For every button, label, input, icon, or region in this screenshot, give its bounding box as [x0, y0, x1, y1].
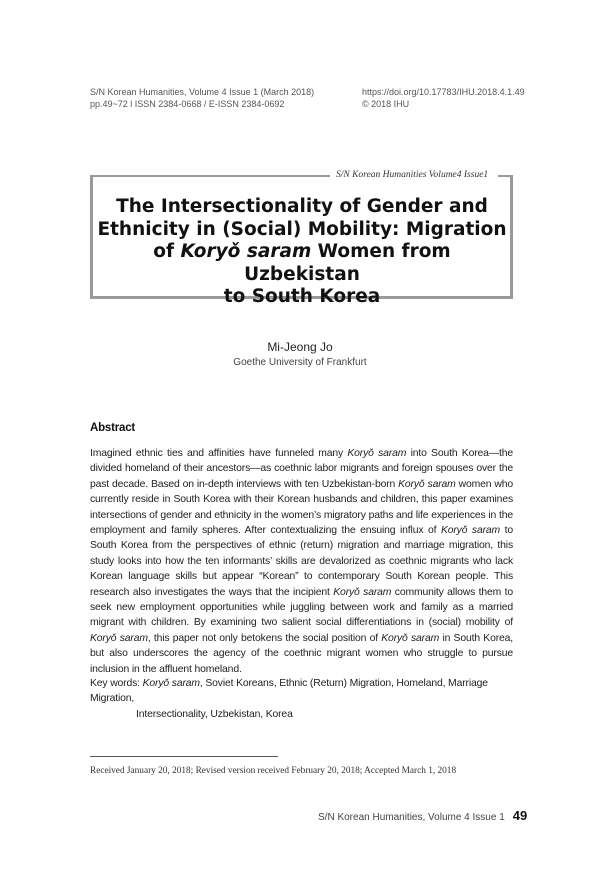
title-line-4: to South Korea	[223, 286, 381, 307]
abstract-body	[90, 446, 513, 677]
keywords-line-2: Intersectionality, Uzbekistan, Korea	[136, 708, 293, 720]
abstract-text-run: community allows them to seek new employment opportunities while juggling between work and family as a married migrant with children. By examining two salient social differentiations in (social) mobility of	[90, 586, 513, 629]
abstract-heading: Abstract	[90, 422, 136, 434]
title-frame-right	[510, 175, 513, 299]
title-line-3-pre: of	[153, 241, 181, 262]
paper-title	[96, 196, 508, 309]
abstract-italic-term: Koryǒ saram	[440, 525, 501, 537]
doi-link[interactable]: https://doi.org/10.17783/IHU.2018.4.1.49	[362, 87, 525, 97]
header-issn: pp.49~72 l ISSN 2384-0668 / E-ISSN 2384-0692	[90, 99, 285, 109]
author-affiliation: Goethe University of Frankfurt	[233, 357, 367, 368]
footnote-rule	[90, 756, 278, 757]
abstract-italic-term: Koryǒ saram	[347, 448, 407, 459]
page-number: 49	[512, 808, 528, 823]
title-frame-top-rule	[90, 175, 330, 177]
title-frame-left	[90, 175, 93, 299]
keywords-italic-term: Koryǒ saram	[142, 678, 200, 689]
abstract-italic-term: Koryǒ saram	[333, 586, 392, 598]
abstract-italic-term: Koryǒ saram	[90, 632, 148, 644]
received-dates-footnote: Received January 20, 2018; Revised version received February 20, 2018; Accepted March 1, 2018	[90, 766, 457, 776]
abstract-text-run: women who currently reside in South Korea with their Korean husbands and children, this paper examines intersections of gender and ethnicity in the women’s migratory paths and life experiences in the employment and family spheres. After contextualizing the ensuing influx of	[90, 478, 513, 537]
title-italic-term: Koryǒ saram	[180, 241, 312, 262]
author-name: Mi-Jeong Jo	[267, 340, 333, 354]
header-journal-issue: S/N Korean Humanities, Volume 4 Issue 1 (March 2018)	[90, 87, 315, 97]
header-citation	[90, 86, 314, 110]
title-line-1: The Intersectionality of Gender and	[116, 196, 488, 217]
abstract-text-run: Imagined ethnic ties and affinities have funneled many	[90, 448, 348, 459]
journal-tag: S/N Korean Humanities Volume4 Issue1	[336, 170, 489, 180]
copyright-notice: © 2018 IHU	[362, 99, 410, 109]
abstract-italic-term: Koryǒ saram	[398, 478, 456, 490]
abstract-italic-term: Koryǒ saram	[381, 632, 440, 644]
footer-journal: S/N Korean Humanities, Volume 4 Issue 1	[318, 812, 505, 823]
abstract-text-run: to South Korea from the perspectives of ethnic (return) migration and marriage migration, this study looks into how the ten informants’ skills are devalorized as coethnic migrants who lack Korean language skills but appear “Korean” to contemporary South Korean people. This research also investigates the ways that the incipient	[90, 525, 514, 598]
abstract-text-run: into South Korea—the divided homeland of their ancestors—as coethnic labor migrants and foreign spouses over the past decade. Based on in-depth interviews with ten Uzbekistan-born	[90, 448, 514, 490]
page-footer	[318, 807, 527, 825]
abstract-text-run: , this paper not only betokens the social position of	[147, 632, 382, 644]
keywords	[90, 676, 520, 722]
keywords-line-1	[90, 676, 520, 707]
header-doi-block	[362, 86, 525, 110]
title-line-3	[96, 241, 508, 286]
keywords-label: Key words:	[90, 678, 143, 689]
abstract-text-run: in South Korea, but also underscores the agency of the coethnic migrant women who struggle to pursue inclusion in the affluent homeland.	[90, 632, 513, 675]
title-line-2: Ethnicity in (Social) Mobility: Migration	[97, 218, 507, 240]
title-line-3-post: Women from Uzbekistan	[244, 241, 451, 285]
keywords-list-1: , Soviet Koreans, Ethnic (Return) Migration, Homeland, Marriage Migration,	[90, 678, 488, 705]
